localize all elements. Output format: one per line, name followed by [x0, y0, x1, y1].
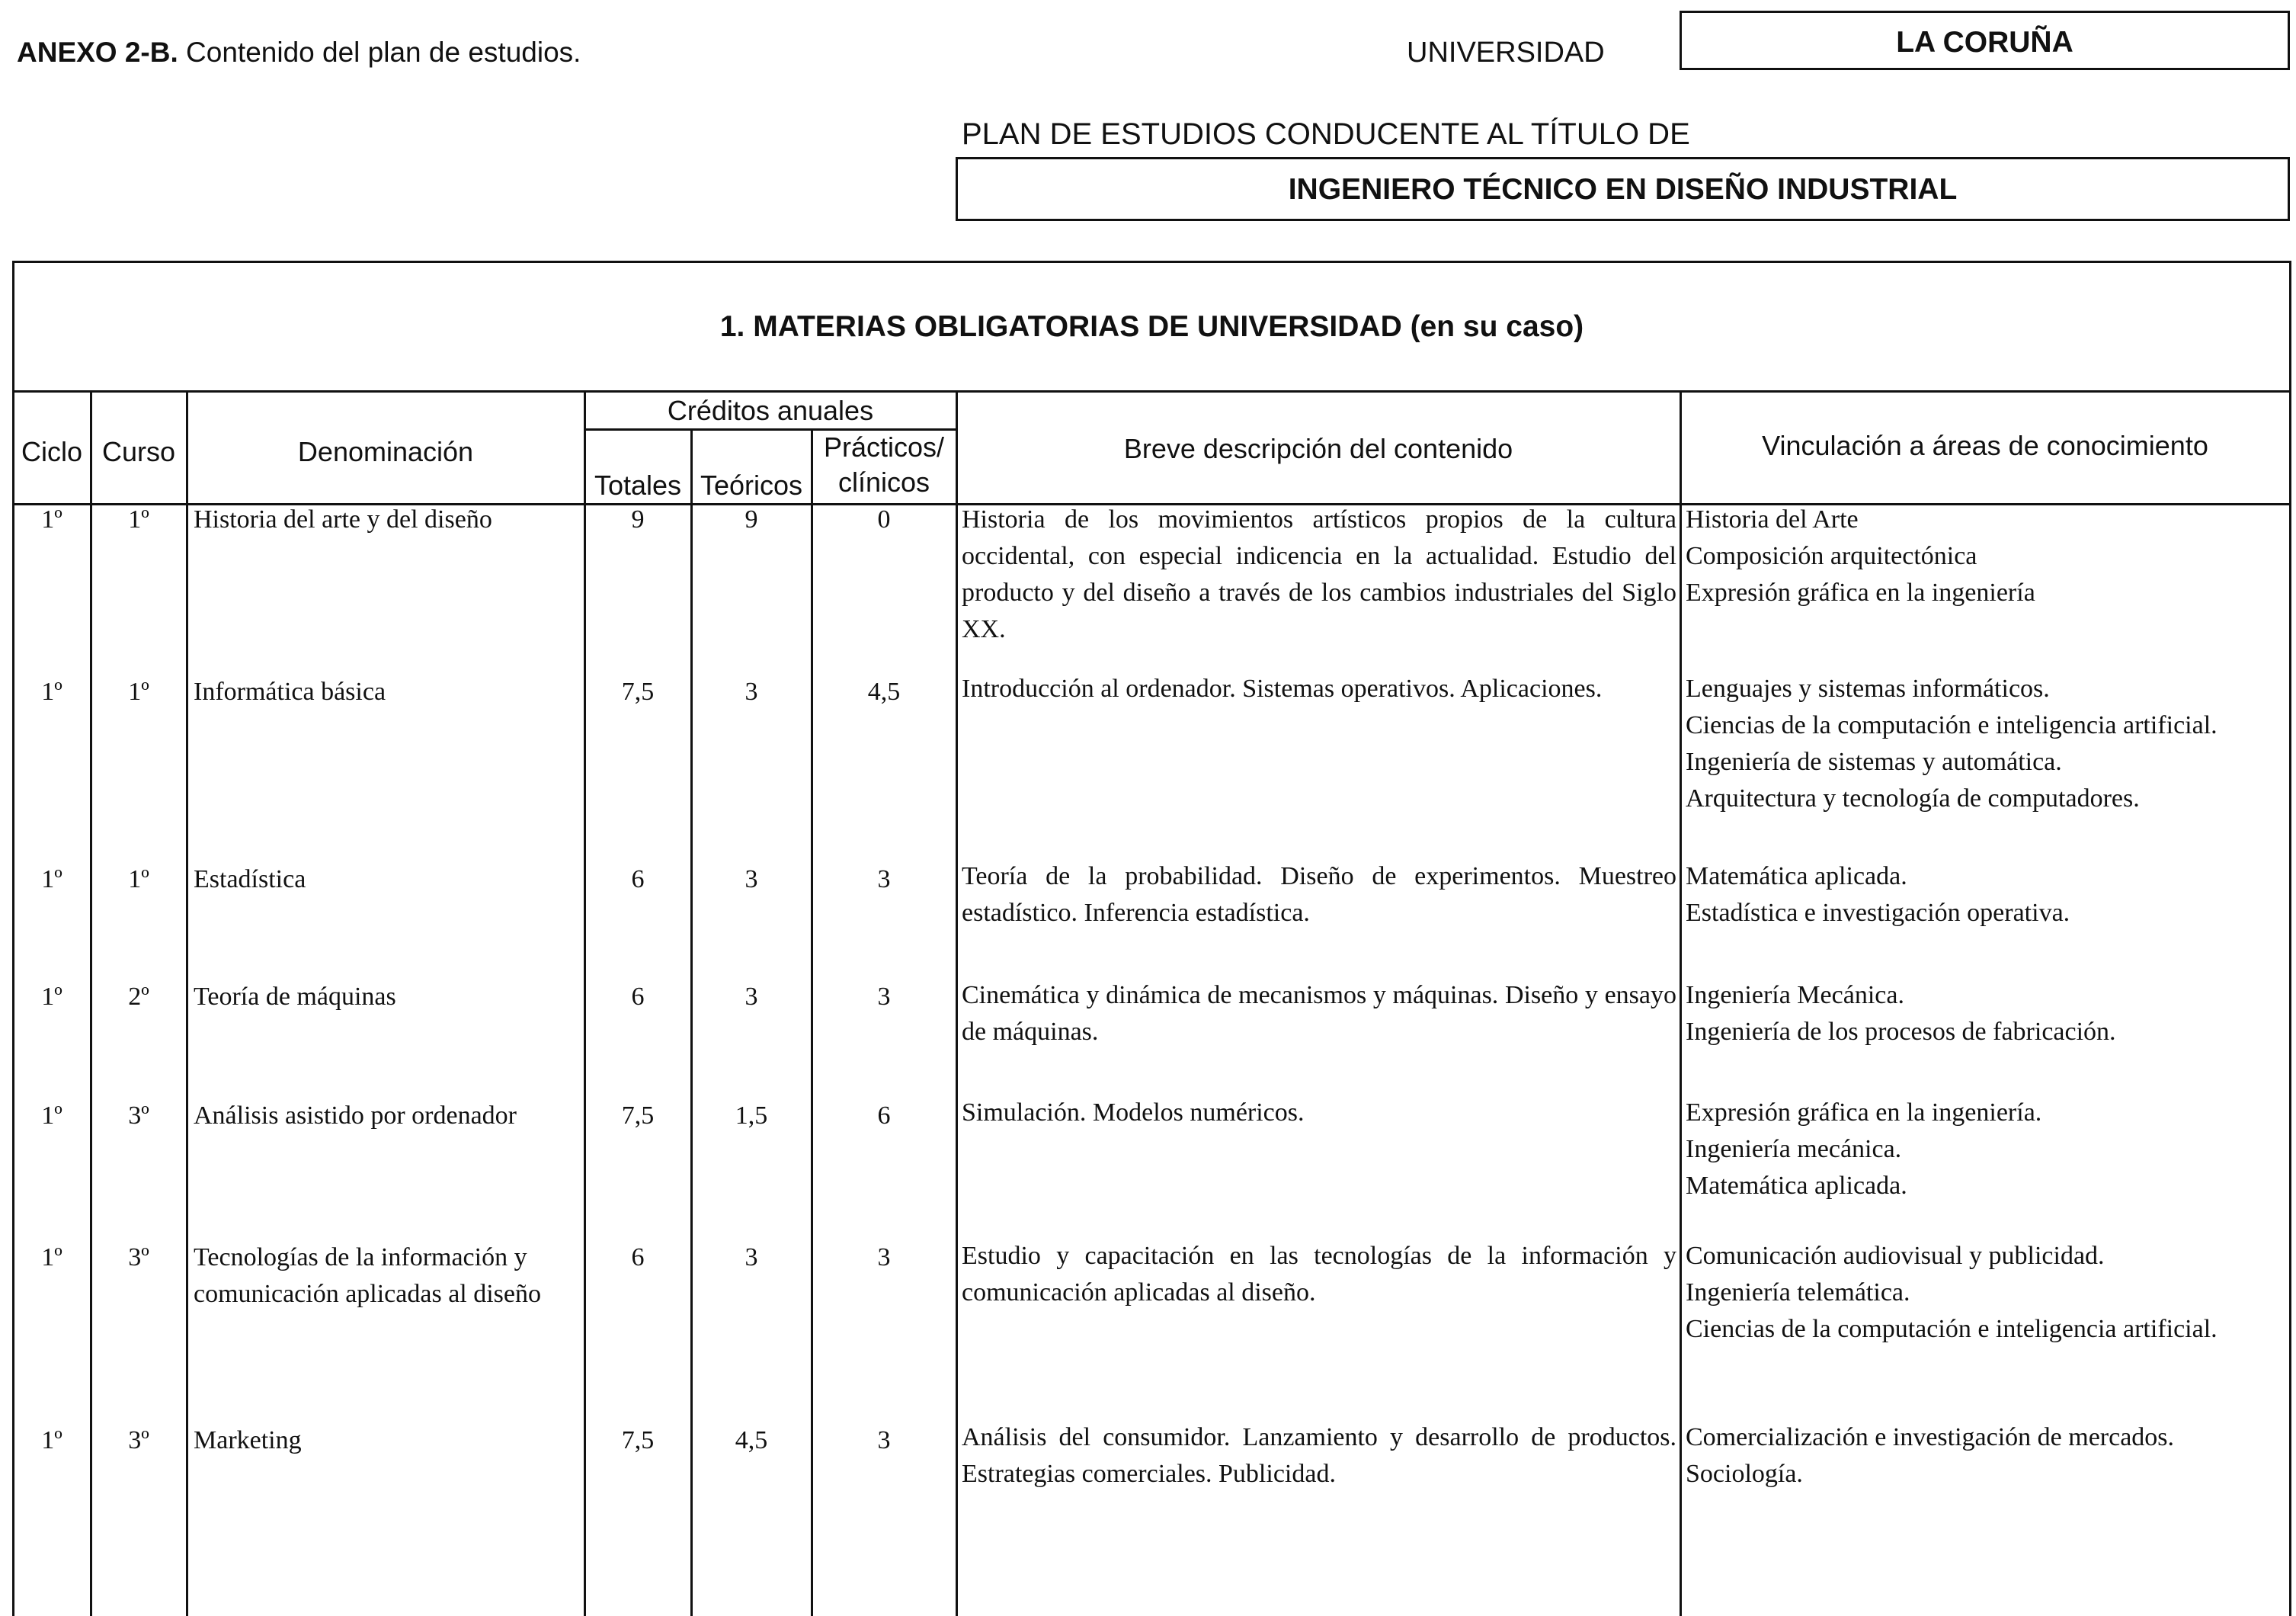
column-divider-curso [186, 390, 188, 1616]
cell-totales: 6 [631, 983, 645, 1011]
cell-teoricos: 3 [745, 1243, 758, 1271]
cell-ciclo: 1º [41, 1243, 62, 1271]
column-divider-descripcion [1680, 390, 1682, 1616]
cell-descripcion: Estudio y capacitación en las tecnologías de la información y comunicación aplicadas al diseño. [962, 1242, 1676, 1307]
cell-descripcion: Historia de los movimientos artísticos propios de la cultura occidental, con especial indicencia en la actualidad. Estudio del producto y del diseño a través de los cambios industriales del Siglo XX. [962, 505, 1676, 643]
cell-practicos: 6 [877, 1101, 891, 1130]
cell-denominacion: Teoría de máquinas [194, 983, 396, 1011]
cell-denominacion: Análisis asistido por ordenador [194, 1101, 517, 1130]
cell-descripcion: Simulación. Modelos numéricos. [962, 1098, 1305, 1127]
area-item: Sociología. [1686, 1460, 1803, 1488]
col-header-curso: Curso [101, 436, 176, 467]
cell-ciclo: 1º [41, 1101, 62, 1130]
cell-practicos: 0 [877, 505, 891, 534]
cell-teoricos: 3 [745, 678, 758, 706]
cell-curso: 1º [128, 678, 149, 706]
col-header-denominacion: Denominación [297, 436, 474, 467]
cell-ciclo: 1º [41, 1426, 62, 1454]
cell-totales: 7,5 [621, 1426, 655, 1454]
area-item: Arquitectura y tecnología de computadores. [1686, 784, 2140, 813]
annex-number: ANEXO 2-B. [17, 37, 178, 68]
cell-areas [1686, 502, 2288, 611]
area-item: Comercialización e investigación de mercados. [1686, 1423, 2175, 1451]
cell-descripcion: Teoría de la probabilidad. Diseño de experimentos. Muestreo estadístico. Inferencia estadística. [962, 862, 1676, 927]
area-item: Ingeniería de los procesos de fabricación. [1686, 1018, 2116, 1046]
col-header-practicos-line2: clínicos [837, 467, 930, 498]
cell-areas [1686, 1419, 2288, 1493]
cell-curso: 1º [128, 865, 149, 893]
area-item: Ingeniería Mecánica. [1686, 981, 1904, 1009]
cell-denominacion: Tecnologías de la información y comunicación aplicadas al diseño [194, 1243, 541, 1308]
area-item: Comunicación audiovisual y publicidad. [1686, 1242, 2105, 1270]
area-item: Ingeniería de sistemas y automática. [1686, 748, 2062, 776]
cell-practicos: 3 [877, 865, 891, 893]
cell-ciclo: 1º [41, 505, 62, 534]
cell-teoricos: 3 [745, 865, 758, 893]
cell-denominacion: Marketing [194, 1426, 302, 1454]
cell-curso: 1º [128, 505, 149, 534]
area-item: Estadística e investigación operativa. [1686, 899, 2070, 927]
area-item: Ciencias de la computación e inteligencia artificial. [1686, 1315, 2218, 1343]
cell-totales: 7,5 [621, 678, 655, 706]
cell-teoricos: 1,5 [735, 1101, 768, 1130]
col-header-descripcion: Breve descripción del contenido [1123, 433, 1513, 464]
cell-totales: 9 [631, 505, 645, 534]
cell-practicos: 3 [877, 1426, 891, 1454]
area-item: Composición arquitectónica [1686, 542, 1977, 570]
cell-curso: 3º [128, 1101, 149, 1130]
area-item: Ingeniería mecánica. [1686, 1135, 1902, 1163]
university-name: LA CORUÑA [1896, 26, 2073, 59]
area-item: Expresión gráfica en la ingeniería. [1686, 1098, 2042, 1127]
cell-practicos: 3 [877, 983, 891, 1011]
cell-denominacion: Historia del arte y del diseño [194, 505, 492, 534]
cell-areas [1686, 671, 2288, 817]
cell-denominacion: Informática básica [194, 678, 386, 706]
area-item: Ingeniería telemática. [1686, 1278, 1910, 1307]
cell-denominacion: Estadística [194, 865, 306, 893]
plan-label: PLAN DE ESTUDIOS CONDUCENTE AL TÍTULO DE [962, 117, 1690, 151]
cell-ciclo: 1º [41, 678, 62, 706]
cell-ciclo: 1º [41, 983, 62, 1011]
degree-title: INGENIERO TÉCNICO EN DISEÑO INDUSTRIAL [1288, 173, 1958, 206]
area-item: Matemática aplicada. [1686, 862, 1907, 890]
col-header-practicos-line1: Prácticos/ [823, 431, 945, 463]
cell-totales: 7,5 [621, 1101, 655, 1130]
cell-descripcion: Cinemática y dinámica de mecanismos y máquinas. Diseño y ensayo de máquinas. [962, 981, 1676, 1046]
cell-practicos: 4,5 [867, 678, 901, 706]
cell-areas [1686, 1238, 2288, 1348]
university-box [1680, 11, 2290, 70]
area-item: Lenguajes y sistemas informáticos. [1686, 675, 2050, 703]
cell-practicos: 3 [877, 1243, 891, 1271]
col-header-totales: Totales [594, 470, 682, 501]
cell-curso: 2º [128, 983, 149, 1011]
cell-areas [1686, 977, 2288, 1050]
cell-teoricos: 4,5 [735, 1426, 768, 1454]
col-header-teoricos: Teóricos [700, 470, 803, 501]
area-item: Historia del Arte [1686, 505, 1859, 534]
cell-teoricos: 3 [745, 983, 758, 1011]
cell-areas [1686, 858, 2288, 931]
cell-descripcion: Análisis del consumidor. Lanzamiento y desarrollo de productos. Estrategias comerciales. Publicidad. [962, 1423, 1676, 1488]
annex-description: Contenido del plan de estudios. [186, 37, 581, 68]
cell-areas [1686, 1095, 2288, 1204]
cell-totales: 6 [631, 1243, 645, 1271]
cell-totales: 6 [631, 865, 645, 893]
section-header-box [12, 261, 2291, 392]
table-right-border [2289, 261, 2291, 1616]
cell-descripcion: Introducción al ordenador. Sistemas operativos. Aplicaciones. [962, 675, 1603, 703]
col-header-creditos: Créditos anuales [667, 395, 874, 426]
area-item: Matemática aplicada. [1686, 1172, 1907, 1200]
area-item: Expresión gráfica en la ingeniería [1686, 579, 2035, 607]
section-title: 1. MATERIAS OBLIGATORIAS DE UNIVERSIDAD (en su caso) [719, 310, 1584, 343]
table-header-top-border [12, 390, 2291, 393]
cell-teoricos: 9 [745, 505, 758, 534]
university-label: UNIVERSIDAD [1407, 37, 1605, 69]
annex-heading [17, 37, 581, 69]
cell-ciclo: 1º [41, 865, 62, 893]
cell-curso: 3º [128, 1426, 149, 1454]
credits-subheader-border [584, 428, 957, 431]
degree-title-box [956, 157, 2290, 221]
cell-curso: 3º [128, 1243, 149, 1271]
area-item: Ciencias de la computación e inteligencia artificial. [1686, 711, 2218, 739]
col-header-ciclo: Ciclo [21, 436, 82, 467]
col-header-vinculacion: Vinculación a áreas de conocimiento [1762, 430, 2208, 461]
column-divider-creditos [956, 390, 958, 1616]
